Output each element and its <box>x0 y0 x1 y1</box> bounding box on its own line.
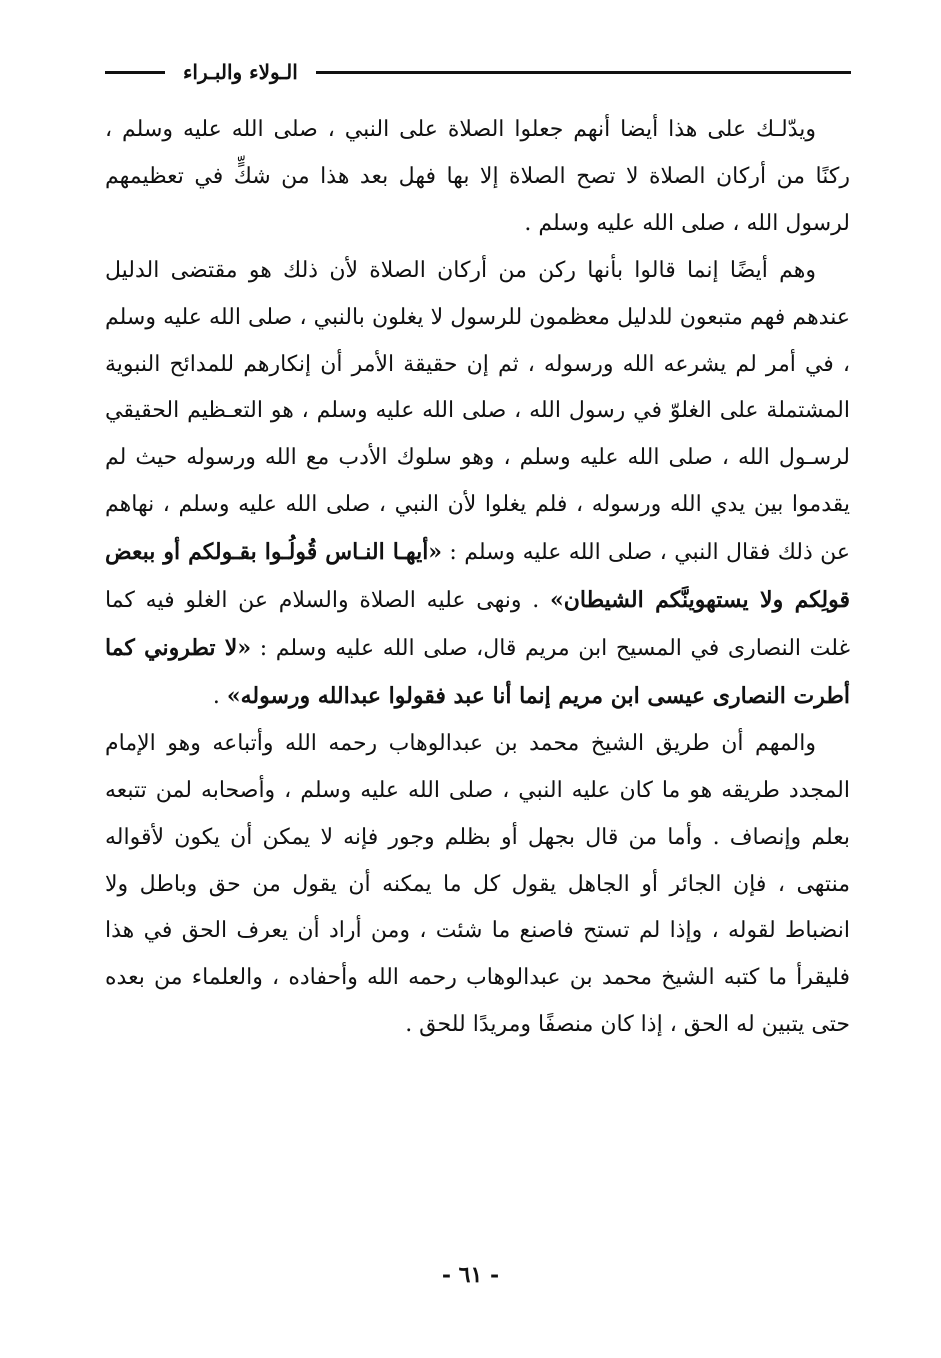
header-rule-left <box>105 71 165 74</box>
paragraph-text: . <box>212 683 227 709</box>
paragraph-text: ويدّلـك على هذا أيضا أنهم جعلوا الصلاة على النبي ، صلى الله عليه وسلم ، ركنًا من أركان الصلاة لا تصح الصلاة إلا بها فهل بعد هذا من شكٍّ في تعظيمهم لرسول الله ، صلى الله عليه وسلم . <box>105 117 850 236</box>
paragraph-p2 <box>105 248 850 721</box>
hadith-quote: «أيهـا النـاس قُولُـوا بقـولكم أو ببعض قولِكم ولا يستهوينَّكم الشيطان» <box>105 539 850 614</box>
page-number: - ٦١ - <box>441 1262 500 1288</box>
header-rule-right <box>316 71 851 74</box>
paragraph-text: والمهم أن طريق الشيخ محمد بن عبدالوهاب رحمه الله وأتباعه وهو الإمام المجدد طريقه هو ما كان عليه النبي ، صلى الله عليه وسلم ، وأصحابه لمن تتبعه بعلم وإنصاف . وأما من قال بجهل أو بظلم وجور فإنه لا يمكن أن يكون لأقواله منتهى ، فإن الجائر أو الجاهل يقول كل ما يمكنه أن يقول من حق وباطل ولا انضباط لقوله ، وإذا لم تستح فاصنع ما شئت ، ومن أراد أن يعرف الحق في هذا فليقرأ ما كتبه الشيخ محمد بن عبدالوهاب رحمه الله وأحفاده ، والعلماء من بعده حتى يتبين له الحق ، إذا كان منصفًا ومريدًا للحق . <box>105 730 850 1038</box>
header-title: الـولاء والبـراء <box>183 60 298 84</box>
paragraph-p3 <box>105 721 850 1049</box>
paragraph-p1 <box>105 107 850 248</box>
paragraph-text: وهم أيضًا إنما قالوا بأنها ركن من أركان الصلاة لأن ذلك هو مقتضى الدليل عندهم فهم متبعون للدليل معظمون للرسول لا يغلون بالنبي ، صلى الله عليه وسلم ، في أمر لم يشرعه الله ورسوله ، ثم إن حقيقة الأمر أن إنكارهم للمدائح النبوية المشتملة على الغلوّ في رسول الله ، صلى الله عليه وسلم ، هو التعـظيم الحقيقي لرسـول الله ، صلى الله عليه وسلم ، وهو سلوك الأدب مع الله ورسوله حيث لم يقدموا بين يدي الله ورسوله ، فلم يغلوا لأن النبي ، صلى الله عليه وسلم ، نهاهم عن ذلك فقال النبي ، صلى الله عليه وسلم : <box>105 257 850 566</box>
hadith-quote: «لا تطروني كما أطرت النصارى عيسى ابن مريم إنما أنا عبد فقولوا عبدالله ورسوله» <box>105 634 850 709</box>
body-text <box>105 107 850 1049</box>
running-header <box>105 52 851 92</box>
paragraph-text: . ونهى عليه الصلاة والسلام عن الغلو فيه كما غلت النصارى في المسيح ابن مريم قال، صلى الله عليه وسلم : <box>105 588 850 661</box>
